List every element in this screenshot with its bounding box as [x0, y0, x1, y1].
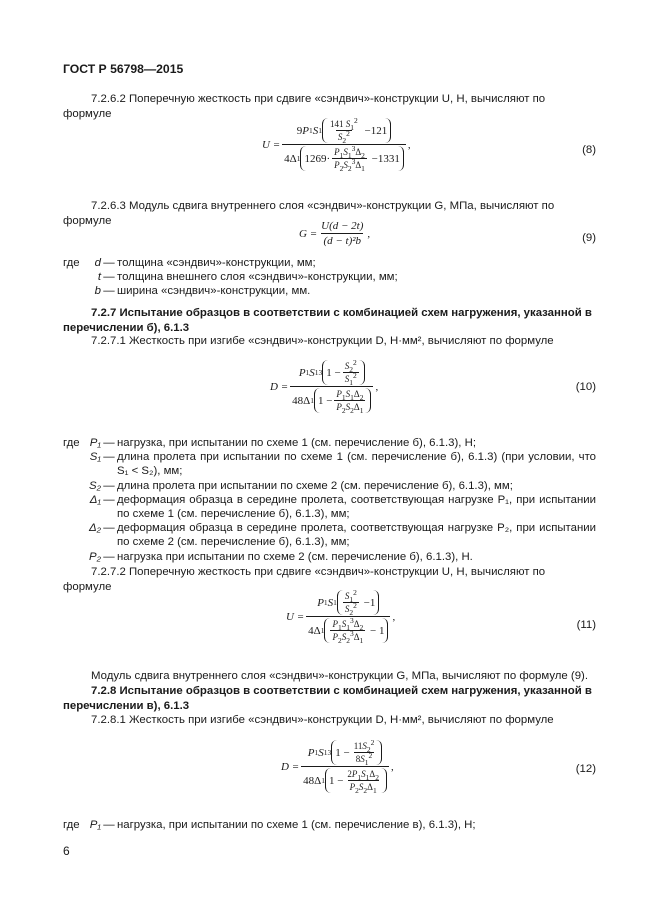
definition-row: P₂ — нагрузка при испытании по схеме 2 (см. перечисление б), 6.1.3), Н.	[89, 550, 473, 563]
section-728-title: 7.2.8 Испытание образцов в соответствии с комбинацией схем нагружения, указанной в перечислении в), 6.1.3	[63, 685, 592, 712]
definition-row: Δ₁ — деформация образца в середине пролета, соответствующая нагрузке P₁, при испытании по схеме 1 (см. перечисление б), 6.1.3), мм;	[89, 493, 596, 521]
definition-row: S₁ — длина пролета при испытании по схеме 1 (см. перечисление б), 6.1.3) (при условии, что S₁ < S₂), мм;	[89, 451, 596, 478]
modulus-text: Модуль сдвига внутреннего слоя «сэндвич»-конструкции G, МПа, вычисляют по формуле (9).	[91, 670, 589, 682]
definition-row: где d — толщина «сэндвич»-конструкции, мм;	[63, 257, 316, 269]
formula-11-number: (11)	[576, 619, 596, 631]
formula-9-number: (9)	[582, 232, 596, 244]
formula-9: G = $\frac{U(d - 2t)}{\text{(d − t)²b}}$ ,	[299, 220, 371, 247]
definitions-block-3	[63, 818, 596, 832]
para-7271: 7.2.7.1 Жесткость при изгибе «сэндвич»-конструкции D, Н·мм², вычисляют по формуле	[91, 335, 554, 347]
definition-row: t — толщина внешнего слоя «сэндвич»-конструкции, мм;	[97, 271, 398, 284]
para-7263: 7.2.6.3 Модуль сдвига внутреннего слоя «сэндвич»-конструкции G, МПа, вычисляют по формуле	[63, 200, 555, 227]
formula-10-number: (10)	[575, 381, 596, 393]
definition-row: где P₁ — нагрузка, при испытании по схеме 1 (см. перечисление б), 6.1.3), Н;	[63, 437, 477, 449]
definition-row: Δ₂ — деформация образца в середине пролета, соответствующая нагрузке P₂, при испытании по схеме 2 (см. перечисление б), 6.1.3), мм;	[89, 522, 596, 549]
document-header: ГОСТ Р 56798—2015	[63, 62, 184, 76]
formula-12-number: (12)	[575, 763, 596, 775]
definition-row: b — ширина «сэндвич»-конструкции, мм.	[94, 285, 311, 298]
formula-8: U = 9 P 1 S 1 $\frac{141 S_1^2}{S_2^2}$ − 121 4 Δ 1 1269 · $\frac{P_1S_1^3\Delta_2}{P_2S_2^3\Delta_1}$ − 1331 ,	[262, 116, 411, 173]
formula-10: D = P 1 S 1 3 1 − $\frac{S_2^2}{S_1^2}$ 48 Δ 1 1 − $\frac{P_1S_1\Delta_2}{P_2S_2\Delta_1}$ ,	[270, 358, 379, 415]
page-number: 6	[63, 844, 70, 858]
definitions-block-2	[63, 436, 596, 564]
section-727-title: 7.2.7 Испытание образцов в соответствии с комбинацией схем нагружения, указанной в перечислении б), 6.1.3	[63, 307, 592, 334]
formula-12: D = P 1 S 1 3 1 − $\frac{11S_2^2}{8S_1^2}$ 48 Δ 1 1 − $\frac{2P_1S_1\Delta_2}{P_2S_2\Delta_1}$ ,	[281, 738, 394, 795]
formula-8-number: (8)	[582, 144, 596, 156]
definitions-block-1	[63, 256, 596, 299]
definition-row: S₂ — длина пролета при испытании по схеме 2 (см. перечисление б), 6.1.3), мм;	[89, 479, 513, 492]
definition-row: где P₁ — нагрузка, при испытании по схеме 1 (см. перечисление в), 6.1.3), Н;	[63, 819, 476, 831]
para-7281: 7.2.8.1 Жесткость при изгибе «сэндвич»-конструкции D, Н·мм², вычисляют по формуле	[91, 714, 554, 726]
para-7272: 7.2.7.2 Поперечную жесткость при сдвиге «сэндвич»-конструкции U, Н, вычисляют по формуле	[63, 566, 546, 593]
para-7262: 7.2.6.2 Поперечную жесткость при сдвиге «сэндвич»-конструкции U, Н, вычисляют по формуле	[63, 93, 546, 120]
formula-11: U = P 1 S 1 $\frac{S_1^2}{S_2^2}$ − 1 4 Δ 1 $\frac{P_1S_1^3\Delta_2}{P_2S_2^3\Delta_1}$ − 1 ,	[286, 588, 396, 645]
